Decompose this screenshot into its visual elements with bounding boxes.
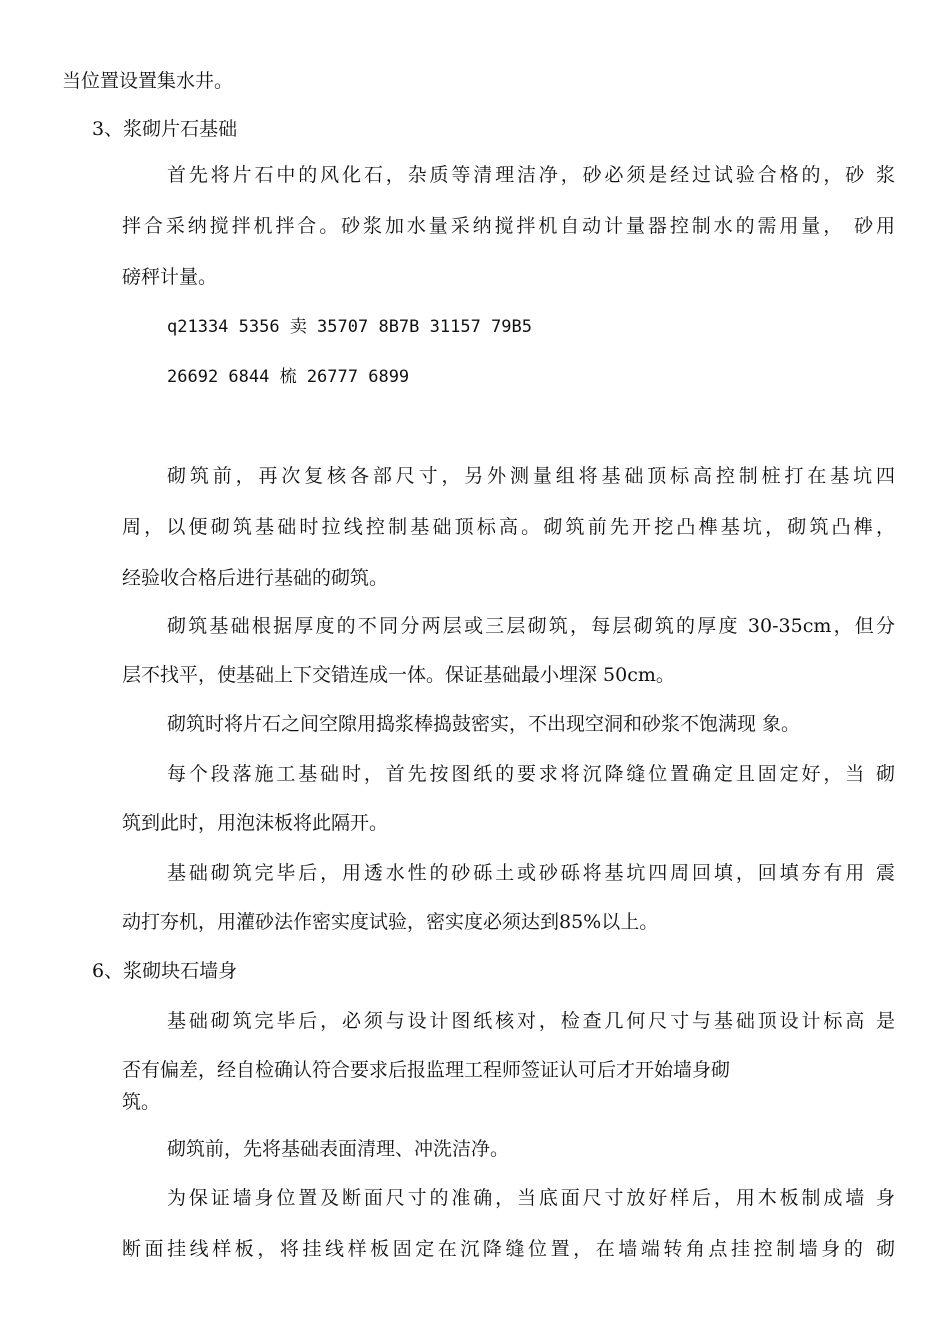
section-heading: 6、浆砌块石墙身 xyxy=(92,960,238,982)
text-line: 周，以便砌筑基础时拉线控制基础顶标高。砌筑前先开挖凸榫基坑，砌筑凸榫， xyxy=(122,516,895,538)
text-line: 砌筑基础根据厚度的不同分两层或三层砌筑，每层砌筑的厚度 30-35cm，但分 xyxy=(167,615,895,637)
code-line: q21334 5356 卖 35707 8B7B 31157 79B5 xyxy=(167,317,532,337)
text-line: 动打夯机，用灌砂法作密实度试验，密实度必须达到85%以上。 xyxy=(122,911,659,933)
text-line: 磅秤计量。 xyxy=(122,266,218,288)
text-line: 砌筑前，再次复核各部尺寸，另外测量组将基础顶标高控制桩打在基坑四 xyxy=(167,465,895,487)
code-line: 26692 6844 梳 26777 6899 xyxy=(167,367,410,387)
text-line: 筑。 xyxy=(122,1091,161,1113)
text-line: 拌合采纳搅拌机拌合。砂浆加水量采纳搅拌机自动计量器控制水的需用量， 砂用 xyxy=(122,215,895,237)
text-line: 砌筑时将片石之间空隙用捣浆棒捣鼓密实，不出现空洞和砂浆不饱满现 象。 xyxy=(167,713,801,735)
text-line: 经验收合格后进行基础的砌筑。 xyxy=(122,567,389,589)
text-line: 砌筑前，先将基础表面清理、冲洗洁净。 xyxy=(167,1138,510,1160)
text-line: 每个段落施工基础时，首先按图纸的要求将沉降缝位置确定且固定好，当 砌 xyxy=(167,763,895,785)
text-line: 否有偏差，经自检确认符合要求后报监理工程师签证认可后才开始墙身砌 xyxy=(122,1059,731,1081)
text-line: 基础砌筑完毕后，用透水性的砂砾土或砂砾将基坑四周回填，回填夯有用 震 xyxy=(167,862,895,884)
text-line: 为保证墙身位置及断面尺寸的准确，当底面尺寸放好样后，用木板制成墙 身 xyxy=(167,1187,895,1209)
text-line: 基础砌筑完毕后，必须与设计图纸核对，检查几何尺寸与基础顶设计标高 是 xyxy=(167,1010,895,1032)
text-line: 首先将片石中的风化石，杂质等清理洁净，砂必须是经过试验合格的，砂 浆 xyxy=(167,164,895,186)
text-line: 当位置设置集水井。 xyxy=(62,70,234,92)
text-line: 层不找平，使基础上下交错连成一体。保证基础最小埋深 50cm。 xyxy=(122,664,675,686)
section-heading: 3、浆砌片石基础 xyxy=(92,118,238,140)
text-line: 断面挂线样板，将挂线样板固定在沉降缝位置，在墙端转角点挂控制墙身的 砌 xyxy=(122,1238,895,1260)
text-line: 筑到此时，用泡沫板将此隔开。 xyxy=(122,812,389,834)
